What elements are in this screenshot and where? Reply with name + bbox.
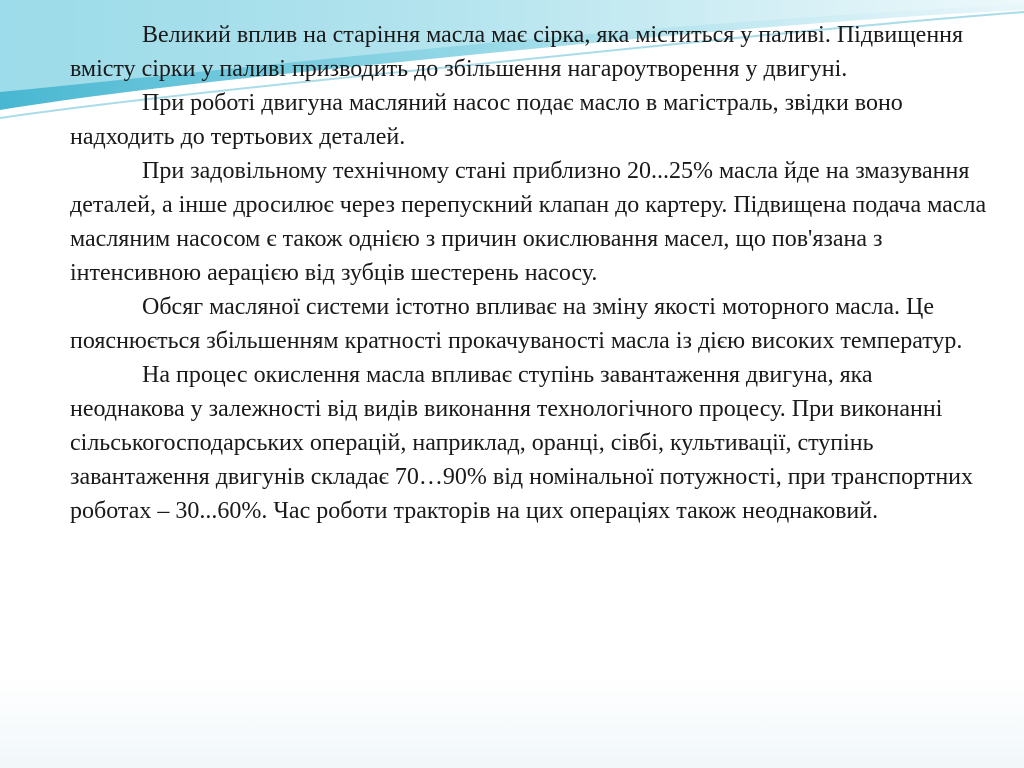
paragraph-oil-pump: При роботі двигуна масляний насос подає масло в магістраль, звідки воно надходить до тертьових деталей. <box>70 90 903 150</box>
paragraph-oil-system-volume: Обсяг масляної системи істотно впливає на зміну якості моторного масла. Це пояснюється збільшенням кратності прокачуваності масла із дією високих температур. <box>70 294 963 354</box>
slide-body-text <box>70 18 990 528</box>
paragraph-sulfur-aging: Великий вплив на старіння масла має сірка, яка міститься у паливі. Підвищення вмісту сірки у паливі призводить до збільшення нагароутворення у двигуні. <box>70 22 964 82</box>
paragraph-lubrication-share: При задовільному технічному стані приблизно 20...25% масла йде на змазування деталей, а інше дросилює через перепускний клапан до картеру. Підвищена подача масла масляним насосом є також однією з причин окислювання масел, що пов'язана з інтенсивною аерацією від зубців шестерень насосу. <box>70 158 987 286</box>
paragraph-engine-load: На процес окислення масла впливає ступінь завантаження двигуна, яка неоднакова у залежності від видів виконання технологічного процесу. При виконанні сільськогосподарських операцій, наприклад, оранці, сівбі, культивації, ступінь завантаження двигунів складає 70…90% від номінальної потужності, при транспортних роботах – 30...60%. Час роботи тракторів на цих операціях також неоднаковий. <box>70 362 974 524</box>
